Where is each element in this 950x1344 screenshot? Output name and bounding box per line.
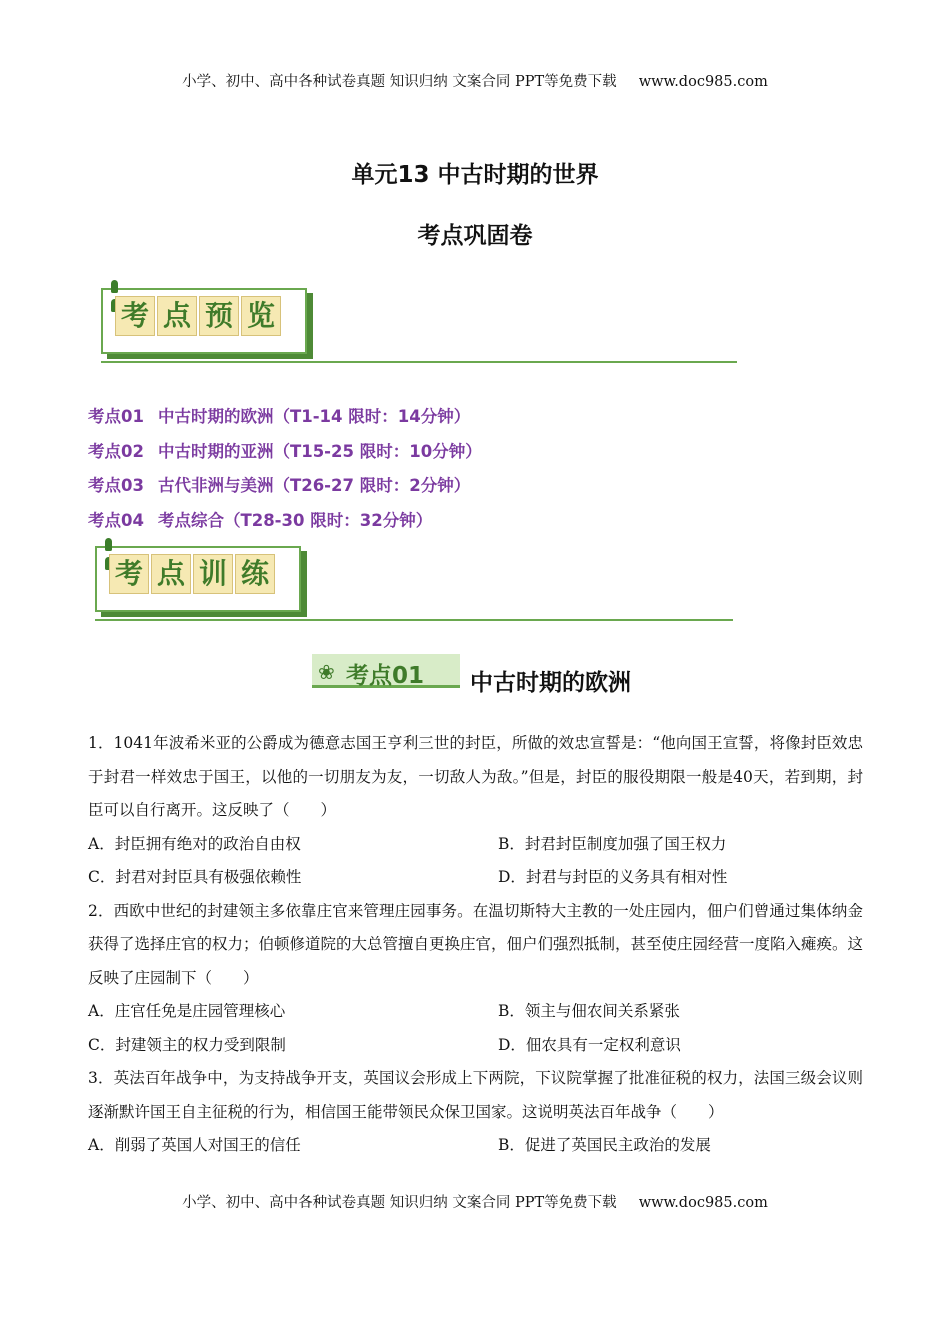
document-title: 单元13 中古时期的世界 xyxy=(351,162,599,188)
overview-text: 中古时期的亚洲（T15-25 限时：10分钟） xyxy=(157,441,482,461)
option-row xyxy=(88,861,863,895)
banner-char: 点 xyxy=(151,554,191,594)
overview-item xyxy=(88,504,482,539)
overview-item xyxy=(88,469,482,504)
banner-char: 考 xyxy=(115,296,155,336)
page-footer xyxy=(0,1191,950,1212)
banner-char: 预 xyxy=(199,296,239,336)
option-row xyxy=(88,1129,863,1163)
document-subtitle: 考点巩固卷 xyxy=(417,223,533,249)
overview-text: 中古时期的欧洲（T1-14 限时：14分钟） xyxy=(157,407,471,426)
overview-code: 考点03 xyxy=(88,476,144,495)
divider xyxy=(101,361,737,363)
footer-text: 小学、初中、高中各种试卷真题 知识归纳 文案合同 PPT等免费下载 xyxy=(182,1195,617,1211)
question-stem: 1．1041年波希米亚的公爵成为德意志国王亨利三世的封臣，所做的效忠宣誓是：“他向国王宣誓，将像封臣效忠于封君一样效忠于国王，以他的一切朋友为友，一切敌人为敌。”但是，封臣的服役期限一般是40天，若到期，封臣可以自行离开。这反映了（ ） xyxy=(88,734,863,819)
option: D．佃农具有一定权利意识 xyxy=(498,1035,681,1054)
header-text: 小学、初中、高中各种试卷真题 知识归纳 文案合同 PPT等免费下载 xyxy=(182,74,617,90)
banner-char: 练 xyxy=(235,554,275,594)
option: A．封臣拥有绝对的政治自由权 xyxy=(88,834,301,853)
header-site[interactable]: www.doc985.com xyxy=(638,74,768,90)
option: B．领主与佃农间关系紧张 xyxy=(498,1002,680,1020)
section-title: 中古时期的欧洲 xyxy=(470,670,631,696)
option: C．封建领主的权力受到限制 xyxy=(88,1035,286,1054)
banner-char: 点 xyxy=(157,296,197,336)
leaf-icon: ❀ xyxy=(318,660,335,684)
option: B．封君封臣制度加强了国王权力 xyxy=(498,834,727,853)
banner-char: 训 xyxy=(193,554,233,594)
option: A．削弱了英国人对国王的信任 xyxy=(88,1136,301,1154)
option: D．封君与封臣的义务具有相对性 xyxy=(498,868,728,886)
option-row xyxy=(88,828,863,862)
divider xyxy=(95,619,733,621)
overview-code: 考点01 xyxy=(88,407,144,426)
banner-char: 考 xyxy=(109,554,149,594)
overview-item xyxy=(88,435,482,470)
footer-site[interactable]: www.doc985.com xyxy=(638,1195,768,1211)
option: C．封君对封臣具有极强依赖性 xyxy=(88,868,302,886)
option: B．促进了英国民主政治的发展 xyxy=(498,1136,711,1154)
question-list xyxy=(88,727,863,1163)
overview-item xyxy=(88,400,482,435)
option: A．庄官任免是庄园管理核心 xyxy=(88,1002,286,1020)
overview-list xyxy=(88,400,482,538)
banner-char: 览 xyxy=(241,296,281,336)
page-header xyxy=(0,70,950,91)
option-row xyxy=(88,995,863,1029)
overview-text: 考点综合（T28-30 限时：32分钟） xyxy=(157,510,433,530)
section-badge-label: 考点01 xyxy=(346,663,425,689)
question-stem: 3．英法百年战争中，为支持战争开支，英国议会形成上下两院，下议院掌握了批准征税的权力，法国三级会议则逐渐默许国王自主征税的行为，相信国王能带领民众保卫国家。这说明英法百年战争（ ） xyxy=(88,1069,863,1121)
option-row xyxy=(88,1029,863,1063)
section-badge xyxy=(312,654,460,688)
overview-code: 考点02 xyxy=(88,441,144,461)
overview-text: 古代非洲与美洲（T26-27 限时：2分钟） xyxy=(157,476,471,495)
question-stem: 2．西欧中世纪的封建领主多依靠庄官来管理庄园事务。在温切斯特大主教的一处庄园内，佃户们曾通过集体纳金获得了选择庄官的权力；伯顿修道院的大总管擅自更换庄官，佃户们强烈抵制，甚至使庄园经营一度陷入瘫痪。这反映了庄园制下（ ） xyxy=(88,901,864,987)
overview-code: 考点04 xyxy=(88,510,144,530)
